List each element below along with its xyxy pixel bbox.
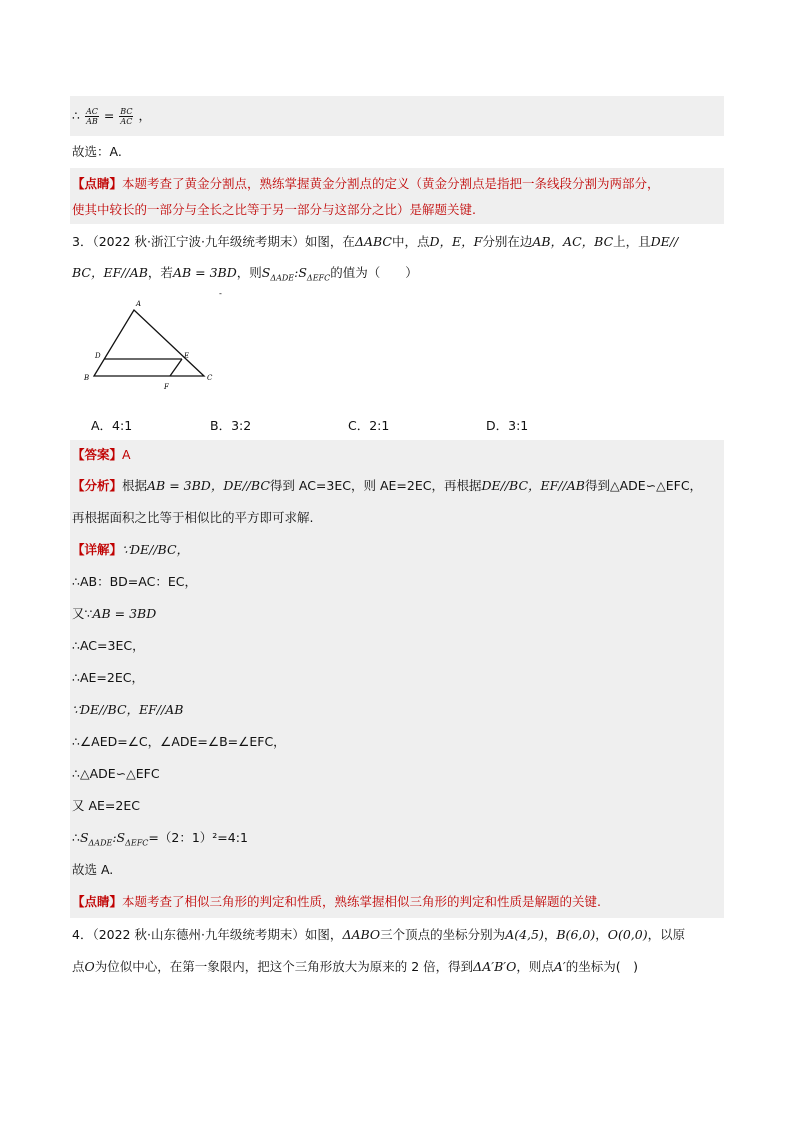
key-point-line-2: 【点睛】本题考查了相似三角形的判定和性质，熟练掌握相似三角形的判定和性质是解题的关键. bbox=[70, 886, 724, 918]
segment-ef bbox=[170, 359, 182, 376]
detail-line-6: ∴∠AED=∠C，∠ADE=∠B=∠EFC， bbox=[70, 726, 724, 758]
question-3-line-1: 3．（2022 秋·浙江宁波·九年级统考期末）如图，在ΔABC中，点D，E，F分别在边AB，AC，BC上，且DE// bbox=[72, 234, 679, 249]
answer-line bbox=[70, 440, 724, 470]
question-4-line-1: 4．（2022 秋·山东德州·九年级统考期末）如图，ΔABO三个顶点的坐标分别为A(4,5)，B(6,0)，O(0,0)，以原 bbox=[72, 927, 686, 942]
detail-line-1: ∴AB：BD=AC：EC， bbox=[70, 566, 724, 598]
choice-d[interactable]: D．3:1 bbox=[486, 418, 529, 433]
stray-dash: - bbox=[219, 289, 222, 298]
page-content bbox=[70, 96, 724, 983]
triangle-abc bbox=[94, 310, 204, 376]
question-3-line-2: BC，EF//AB，若AB = 3BD，则$S_{\Delta ADE}:S_{\Delta EFC}$的值为（ ） bbox=[72, 265, 418, 283]
detail-line-9: $\therefore S_{\Delta ADE}:S_{\Delta EFC}=(2$：1）²=4:1 bbox=[70, 822, 724, 854]
detail-line-0: 【详解】∵DE//BC， bbox=[70, 534, 724, 566]
triangle-figure bbox=[76, 288, 226, 400]
ratio-line: ∴ $\frac{AC}{AB}$ = $\frac{BC}{AC}$ ， bbox=[70, 96, 724, 136]
answer-value: A bbox=[122, 447, 131, 462]
therefore-symbol: ∴ bbox=[72, 108, 80, 123]
fraction-ac-ab: $\frac{AC}{AB}$ bbox=[85, 107, 98, 126]
choose-line: 故选：A. bbox=[72, 144, 122, 159]
key-point-block: 【点睛】本题考查了黄金分割点，熟练掌握黄金分割点的定义（黄金分割点是指把一条线段分割为两部分， 使其中较长的一部分与全长之比等于另一部分与这部分之比）是解题关键. bbox=[70, 168, 724, 224]
detail-tag: 【详解】 bbox=[72, 542, 123, 557]
detail-line-2: 又∵AB = 3BD bbox=[70, 598, 724, 630]
key-point-tag-2: 【点睛】 bbox=[72, 894, 123, 909]
label-a: A bbox=[136, 300, 142, 308]
analysis-tag: 【分析】 bbox=[72, 478, 123, 493]
answer-tag: 【答案】 bbox=[72, 447, 123, 462]
label-e: E bbox=[184, 352, 190, 360]
label-c: C bbox=[207, 374, 213, 382]
key-point-tag: 【点睛】 bbox=[72, 176, 123, 191]
figure-area bbox=[70, 288, 724, 408]
label-d: D bbox=[95, 352, 101, 360]
label-b: B bbox=[84, 374, 90, 382]
equals-sign: = bbox=[103, 108, 115, 123]
analysis-block: 【分析】根据AB = 3BD，DE//BC得到 AC=3EC，则 AE=2EC，再根据DE//BC，EF//AB得到△ADE∽△EFC， 再根据面积之比等于相似比的平方即可求解. bbox=[70, 470, 724, 534]
detail-line-4: ∴AE=2EC， bbox=[70, 662, 724, 694]
choice-b[interactable]: B．3:2 bbox=[210, 418, 252, 433]
fraction-bc-ac: $\frac{BC}{AC}$ bbox=[120, 107, 133, 126]
detail-line-7: ∴△ADE∽△EFC bbox=[70, 758, 724, 790]
label-f: F bbox=[164, 383, 169, 391]
question-4-line-2: 点O为位似中心，在第一象限内，把这个三角形放大为原来的 2 倍，得到ΔA′B′O，则点A′的坐标为( ) bbox=[72, 959, 638, 974]
choices-row bbox=[70, 408, 724, 440]
detail-line-8: 又 AE=2EC bbox=[70, 790, 724, 822]
detail-line-3: ∴AC=3EC， bbox=[70, 630, 724, 662]
detail-line-5: ∵DE//BC，EF//AB bbox=[70, 694, 724, 726]
detail-choose-line: 故选 A. bbox=[70, 854, 724, 886]
choice-c[interactable]: C．2:1 bbox=[348, 418, 390, 433]
choice-a[interactable]: A．4:1 bbox=[91, 418, 133, 433]
